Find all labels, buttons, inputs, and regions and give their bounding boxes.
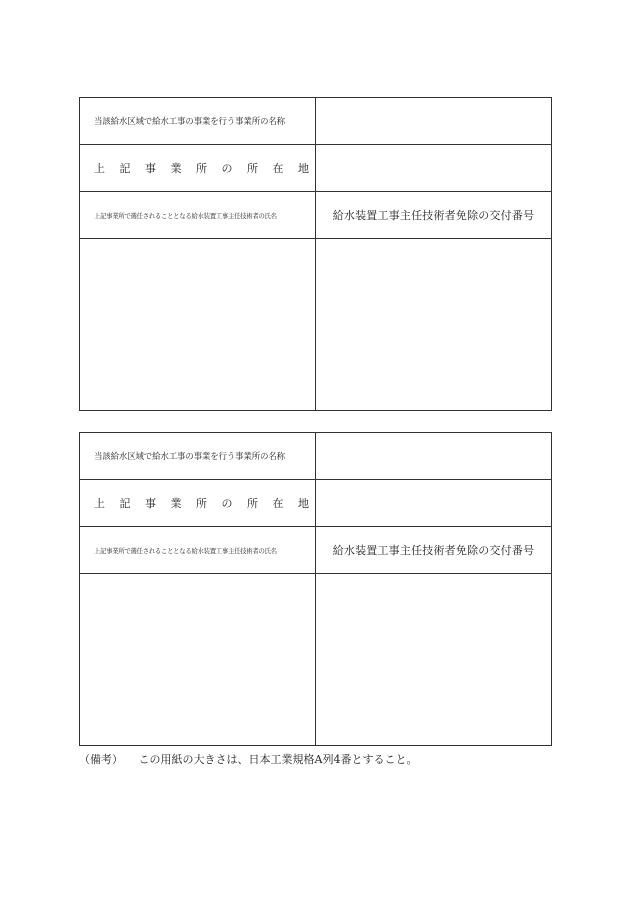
office-address-label: 上記事業所の所在地 [80, 480, 316, 527]
office-name-field[interactable] [316, 433, 552, 480]
office-name-label: 当該給水区域で給水工事の事業を行う事業所の名称 [80, 433, 316, 480]
office-address-row [80, 480, 552, 527]
license-number-field[interactable] [316, 239, 552, 411]
office-address-field[interactable] [316, 480, 552, 527]
office-address-row [80, 145, 552, 192]
engineer-name-label: 上記事業所で選任されることとなる給水装置工事主任技術者の氏名 [80, 192, 316, 239]
header-row [80, 527, 552, 574]
office-name-field[interactable] [316, 98, 552, 145]
remarks-heading: （備考） [79, 753, 123, 766]
office-name-label: 当該給水区域で給水工事の事業を行う事業所の名称 [80, 98, 316, 145]
form-table-1 [79, 97, 552, 411]
header-row [80, 192, 552, 239]
office-address-label: 上記事業所の所在地 [80, 145, 316, 192]
license-number-field[interactable] [316, 574, 552, 746]
remarks-text: この用紙の大きさは、日本工業規格A列4番とすること。 [138, 753, 418, 766]
form-table-2 [79, 432, 552, 746]
engineer-name-field[interactable] [80, 239, 316, 411]
entry-row [80, 239, 552, 411]
engineer-name-field[interactable] [80, 574, 316, 746]
office-name-row [80, 433, 552, 480]
license-number-label: 給水装置工事主任技術者免除の交付番号 [316, 192, 552, 239]
remarks-note [79, 751, 417, 767]
engineer-name-label: 上記事業所で選任されることとなる給水装置工事主任技術者の氏名 [80, 527, 316, 574]
office-name-row [80, 98, 552, 145]
entry-row [80, 574, 552, 746]
office-address-field[interactable] [316, 145, 552, 192]
license-number-label: 給水装置工事主任技術者免除の交付番号 [316, 527, 552, 574]
